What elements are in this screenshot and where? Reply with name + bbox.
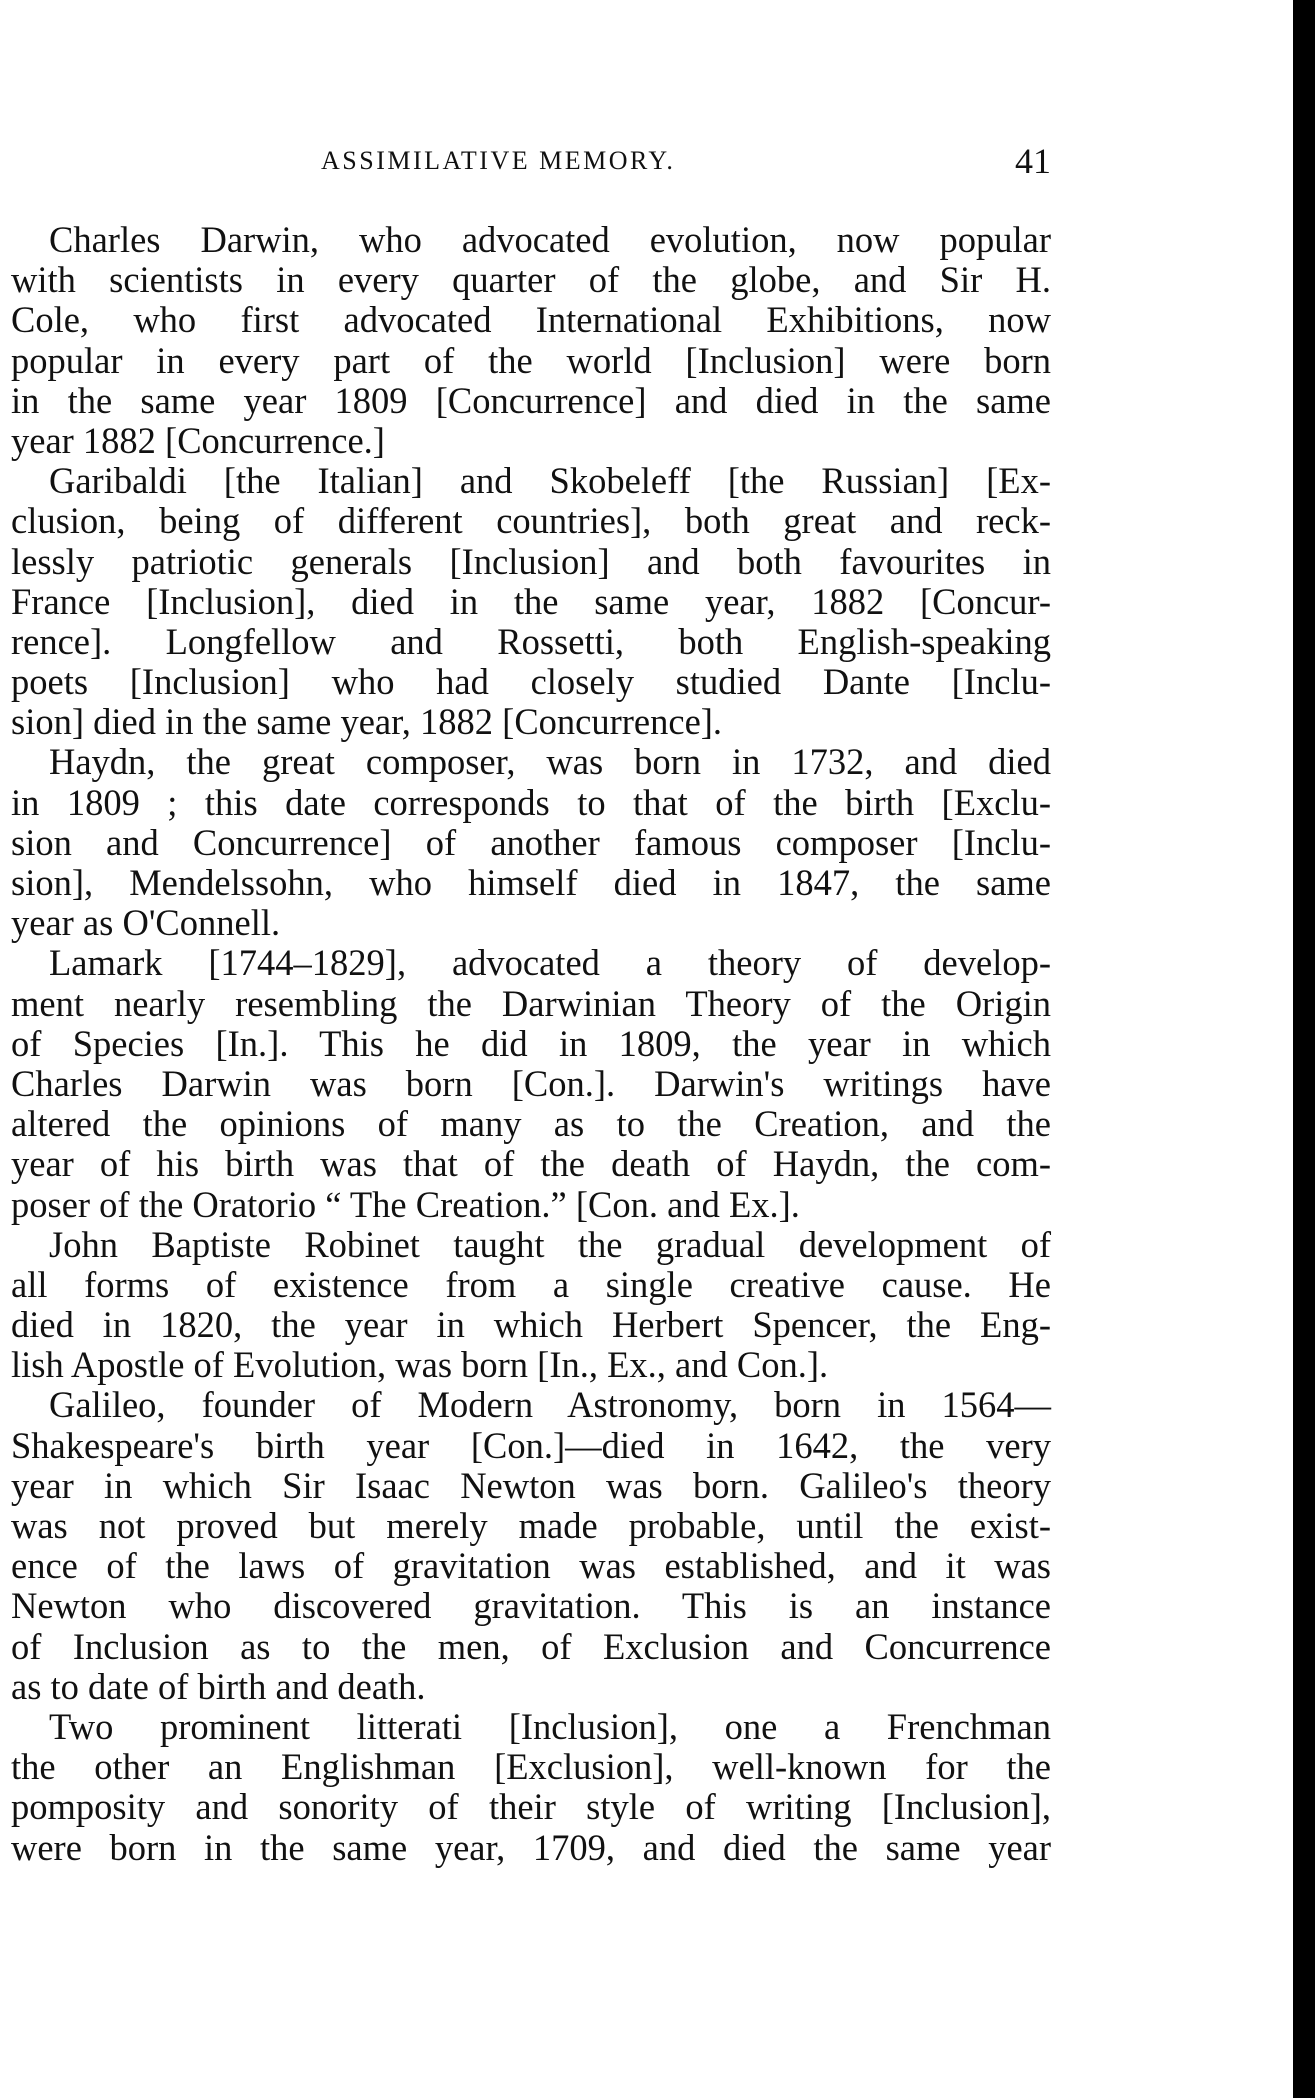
running-head: [11, 140, 1051, 180]
text-line: John Baptiste Robinet taught the gradual development of: [49, 1223, 1051, 1265]
page-number: 41: [1015, 141, 1051, 181]
text-line: of Species [In.]. This he did in 1809, the year in which: [11, 1022, 1051, 1064]
text-line: poser of the Oratorio “ The Creation.” [Con. and Ex.].: [11, 1183, 800, 1225]
text-line: Galileo, founder of Modern Astronomy, born in 1564—: [49, 1384, 1051, 1426]
text-line: Two prominent litterati [Inclusion], one a Frenchman: [49, 1705, 1051, 1747]
text-line: Shakespeare's birth year [Con.]—died in 1642, the very: [11, 1424, 1051, 1466]
text-line: Garibaldi [the Italian] and Skobeleff [the Russian] [Ex-: [49, 460, 1051, 502]
text-line: Charles Darwin, who advocated evolution, now popular: [49, 219, 1051, 260]
text-line: died in 1820, the year in which Herbert Spencer, the Eng-: [11, 1304, 1051, 1346]
text-line: ment nearly resembling the Darwinian Theory of the Origin: [11, 982, 1051, 1024]
text-line: Haydn, the great composer, was born in 1732, and died: [49, 741, 1051, 783]
text-line: France [Inclusion], died in the same year, 1882 [Concur-: [11, 580, 1051, 622]
text-line: pomposity and sonority of their style of writing [Inclusion],: [11, 1786, 1051, 1828]
body-text: [11, 220, 1051, 1868]
text-line: altered the opinions of many as to the Creation, and the: [11, 1103, 1051, 1145]
text-line: year as O'Connell.: [11, 902, 281, 944]
text-line: with scientists in every quarter of the globe, and Sir H.: [11, 259, 1051, 301]
text-line: year in which Sir Isaac Newton was born. Galileo's theory: [11, 1464, 1051, 1506]
text-line: Lamark [1744–1829], advocated a theory of develop-: [49, 942, 1051, 984]
text-line: lish Apostle of Evolution, was born [In., Ex., and Con.].: [11, 1344, 829, 1386]
text-line: Cole, who first advocated International Exhibitions, now: [11, 299, 1051, 341]
running-title: ASSIMILATIVE MEMORY.: [321, 146, 676, 175]
text-line: ence of the laws of gravitation was established, and it was: [11, 1545, 1051, 1587]
text-line: Newton who discovered gravitation. This is an instance: [11, 1585, 1051, 1627]
text-line: rence]. Longfellow and Rossetti, both English-speaking: [11, 620, 1051, 662]
text-line: in 1809 ; this date corresponds to that of the birth [Exclu-: [11, 781, 1051, 823]
text-line: in the same year 1809 [Concurrence] and died in the same: [11, 379, 1051, 421]
text-line: poets [Inclusion] who had closely studied Dante [Inclu-: [11, 661, 1051, 703]
text-line: sion] died in the same year, 1882 [Concurrence].: [11, 701, 723, 743]
text-line: of Inclusion as to the men, of Exclusion and Concurrence: [11, 1625, 1051, 1667]
book-page: [11, 0, 1051, 2098]
text-line: sion and Concurrence] of another famous composer [Inclu-: [11, 821, 1051, 863]
text-line: all forms of existence from a single creative cause. He: [11, 1263, 1051, 1305]
text-line: were born in the same year, 1709, and died the same year: [11, 1826, 1051, 1868]
text-line: year of his birth was that of the death of Haydn, the com-: [11, 1143, 1051, 1185]
text-line: Charles Darwin was born [Con.]. Darwin's writings have: [11, 1062, 1051, 1104]
text-line: popular in every part of the world [Inclusion] were born: [11, 339, 1051, 381]
text-line: clusion, being of different countries], both great and reck-: [11, 500, 1051, 542]
text-line: as to date of birth and death.: [11, 1665, 426, 1707]
text-line: sion], Mendelssohn, who himself died in 1847, the same: [11, 862, 1051, 903]
text-line: lessly patriotic generals [Inclusion] and both favourites in: [11, 540, 1051, 582]
text-line: year 1882 [Concurrence.]: [11, 419, 385, 461]
page-edge-shadow: [1293, 0, 1315, 2098]
text-line: the other an Englishman [Exclusion], well-known for the: [11, 1746, 1051, 1788]
text-line: was not proved but merely made probable, until the exist-: [11, 1505, 1051, 1546]
